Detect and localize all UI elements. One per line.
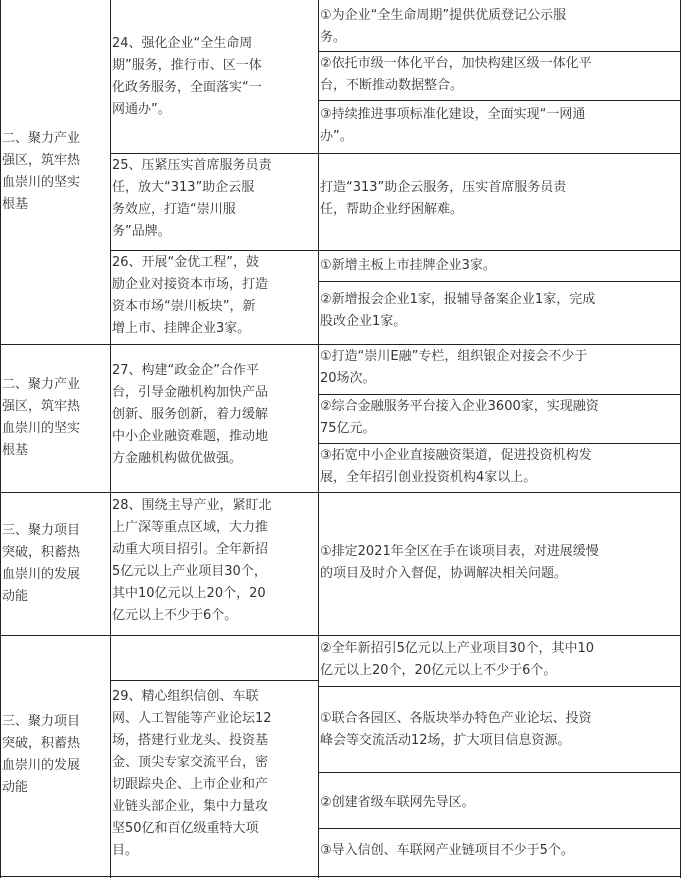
task-cell: 28、围绕主导产业，紧盯北 上广深等重点区域，大力推 动重大项目招引。全年新招 5亿元以上产业项目30个， 其中10亿元以上20个，20 亿元以上不少于6个。 [112, 498, 272, 623]
measure-cell: ③持续推进事项标准化建设，全面实现“一网通 办”。 [320, 107, 586, 144]
category-cell: 三、聚力项目 突破，积蓄热 血崇川的发展 动能 [2, 714, 81, 795]
measure-divider [318, 686, 681, 687]
task-cell: 24、强化企业“全生命周 期”服务，推行市、区一体 化政务服务，全面落实“一 网通办”。 [112, 36, 262, 117]
category-cell: 三、聚力项目 突破，积蓄热 血崇川的发展 动能 [2, 523, 81, 604]
measure-cell: ②新增报会企业1家，报辅导备案企业1家，完成 股改企业1家。 [320, 292, 596, 329]
measure-cell: ③拓宽中小企业直接融资渠道，促进投资机构发 展，全年招引创业投资机构4家以上。 [320, 448, 592, 485]
measure-divider [318, 51, 681, 52]
measure-cell: ②创建省级车联网先导区。 [320, 795, 475, 810]
row-divider [110, 153, 681, 154]
table-border-bottom [0, 876, 681, 877]
row-divider [110, 680, 318, 681]
section-divider [0, 492, 681, 493]
measure-cell: 打造“313”助企云服务，压实首席服务员责 任，帮助企业纾困解难。 [320, 180, 567, 217]
task-cell: 29、精心组织信创、车联 网、人工智能等产业论坛12 场，搭建行业龙头、投资基 金、顶尖专家交流平台，密 切跟踪央企、上市企业和产 业链头部企业，集中力量攻 坚50亿和百亿级重特大项 目。 [112, 689, 272, 858]
measure-divider [318, 100, 681, 101]
measure-cell: ②全年新招引5亿元以上产业项目30个，其中10 亿元以上20个，20亿元以上不少于6个。 [320, 641, 595, 678]
measure-cell: ①新增主板上市挂牌企业3家。 [320, 258, 496, 273]
measure-divider [318, 443, 681, 444]
section-divider [0, 344, 681, 345]
category-cell: 二、聚力产业 强区，筑牢热 血崇川的坚实 根基 [2, 131, 81, 212]
measure-divider [318, 394, 681, 395]
measure-cell: ②综合金融服务平台接入企业3600家，实现融资 75亿元。 [320, 399, 599, 436]
measure-divider [318, 281, 681, 282]
measure-cell: ③导入信创、车联网产业链项目不少于5个。 [320, 843, 574, 858]
measure-cell: ①联合各园区、各版块举办特色产业论坛、投资 峰会等交流活动12场，扩大项目信息资源。 [320, 711, 592, 748]
task-cell: 27、构建“政金企”合作平 台，引导金融机构加快产品 创新、服务创新，着力缓解 中小企业融资难题，推动地 方金融机构做优做强。 [112, 363, 269, 466]
section-divider [0, 635, 681, 636]
measure-divider [318, 828, 681, 829]
measure-cell: ①排定2021年全区在手在谈项目表，对进展缓慢 的项目及时介入督促，协调解决相关问题。 [320, 544, 599, 581]
task-cell: 26、开展“金优工程”，鼓 励企业对接资本市场，打造 资本市场“崇川板块”，新 增上市、挂牌企业3家。 [112, 255, 269, 336]
row-divider [110, 250, 681, 251]
category-cell: 二、聚力产业 强区，筑牢热 血崇川的坚实 根基 [2, 377, 81, 458]
measure-cell: ①为企业“全生命周期”提供优质登记公示服 务。 [320, 8, 567, 45]
table-border-right [680, 0, 681, 878]
measure-cell: ②依托市级一体化平台，加快构建区级一体化平 台，不断推动数据整合。 [320, 56, 592, 93]
task-cell: 25、压紧压实首席服务员责 任，放大“313”助企云服 务效应，打造“崇川服 务”品牌。 [112, 158, 272, 239]
measure-divider [318, 772, 681, 773]
measure-cell: ①打造“崇川E融”专栏，组织银企对接会不少于 20场次。 [320, 349, 588, 386]
